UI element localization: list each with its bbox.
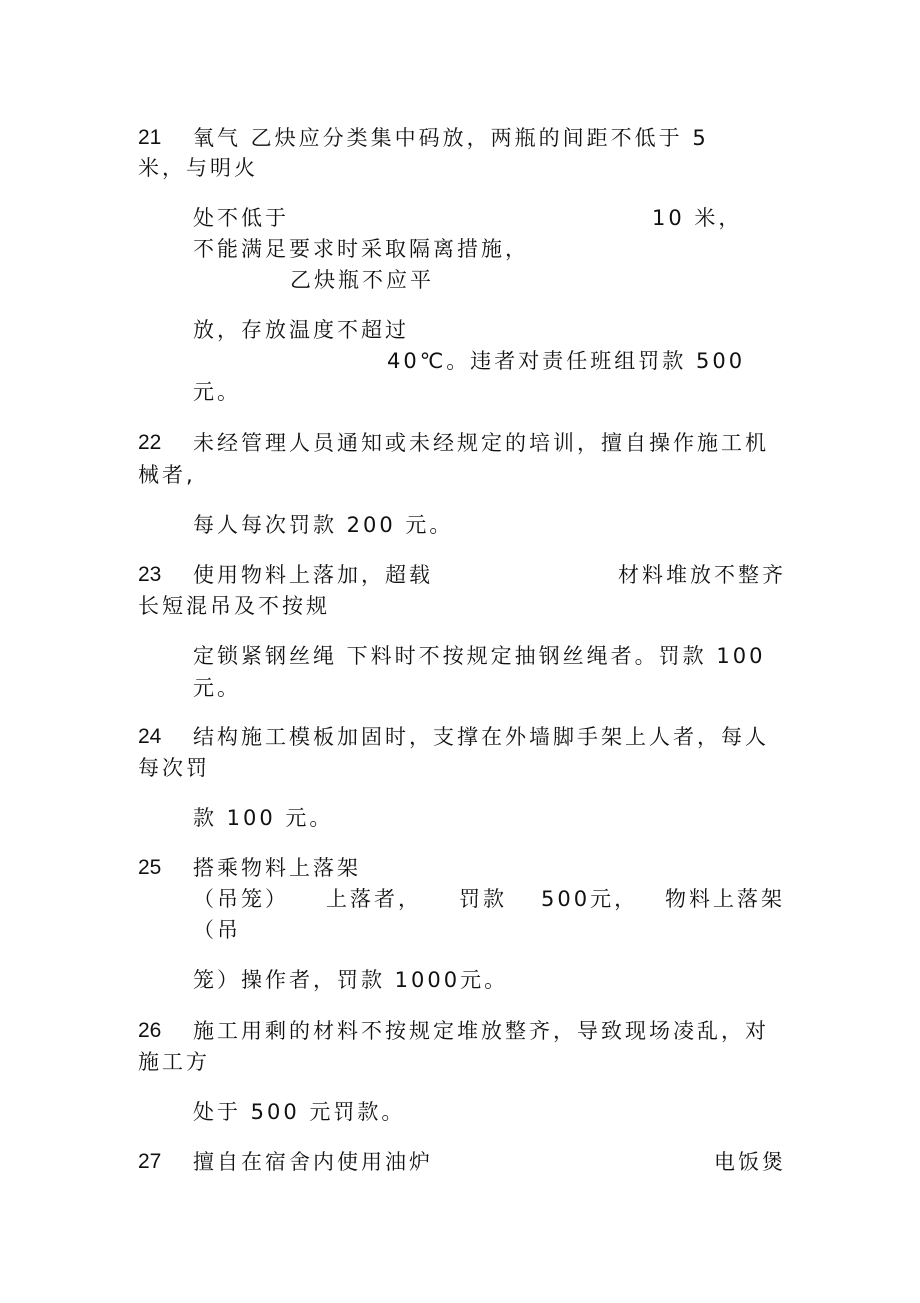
item-number: 23 <box>138 563 162 586</box>
item-text-line: 放，存放温度不超过 <box>193 318 409 342</box>
item-text-line: 米，与明火 <box>138 156 258 180</box>
item-text-line: 处不低于 <box>193 206 289 230</box>
item-text-line: 处于 500 元罚款。 <box>193 1100 406 1124</box>
item-text-line: 不能满足要求时采取隔离措施， <box>193 237 529 261</box>
item-text-line: 材料堆放不整齐 <box>618 563 786 587</box>
item-text-line: 未经管理人员通知或未经规定的培训，擅自操作施工机 <box>193 431 769 455</box>
item-text-line: （吊 <box>193 918 241 942</box>
item-number: 27 <box>138 1150 162 1173</box>
item-text-line: 长短混吊及不按规 <box>138 594 330 618</box>
item-text-line: 氧气 乙炔应分类集中码放，两瓶的间距不低于 5 <box>193 126 709 150</box>
item-text-line: 乙炔瓶不应平 <box>290 268 434 292</box>
item-number: 24 <box>138 725 162 748</box>
item-number: 26 <box>138 1019 162 1042</box>
item-text-line: 上落者， <box>326 887 422 911</box>
item-text-line: 施工方 <box>138 1050 210 1074</box>
item-text-line: 施工用剩的材料不按规定堆放整齐，导致现场凌乱，对 <box>193 1019 769 1043</box>
item-text-line: 械者, <box>138 463 196 487</box>
item-text-line: （吊笼） <box>193 887 289 911</box>
item-text-line: 元。 <box>193 676 241 700</box>
item-text-line: 电饭煲 <box>714 1150 786 1174</box>
item-number: 21 <box>138 126 162 149</box>
item-text-line: 10 米， <box>652 206 743 230</box>
item-text-line: 擅自在宿舍内使用油炉 <box>193 1150 433 1174</box>
item-text-line: 结构施工模板加固时，支撑在外墙脚手架上人者，每人 <box>193 725 769 749</box>
item-text-line: 搭乘物料上落架 <box>193 856 361 880</box>
item-text-line: 500元， <box>541 887 639 911</box>
item-text-line: 物料上落架 <box>665 887 785 911</box>
item-text-line: 元。 <box>193 380 241 404</box>
item-number: 22 <box>138 431 162 454</box>
item-text-line: 罚款 <box>459 887 507 911</box>
item-number: 25 <box>138 856 162 879</box>
item-text-line: 每次罚 <box>138 756 210 780</box>
item-text-line: 40℃。违者对责任班组罚款 500 <box>387 349 746 373</box>
item-text-line: 笼）操作者，罚款 1000元。 <box>193 968 509 992</box>
item-text-line: 使用物料上落加，超载 <box>193 563 433 587</box>
item-text-line: 定锁紧钢丝绳 下料时不按规定抽钢丝绳者。罚款 100 <box>193 644 766 668</box>
item-text-line: 款 100 元。 <box>193 806 334 830</box>
item-text-line: 每人每次罚款 200 元。 <box>193 513 454 537</box>
